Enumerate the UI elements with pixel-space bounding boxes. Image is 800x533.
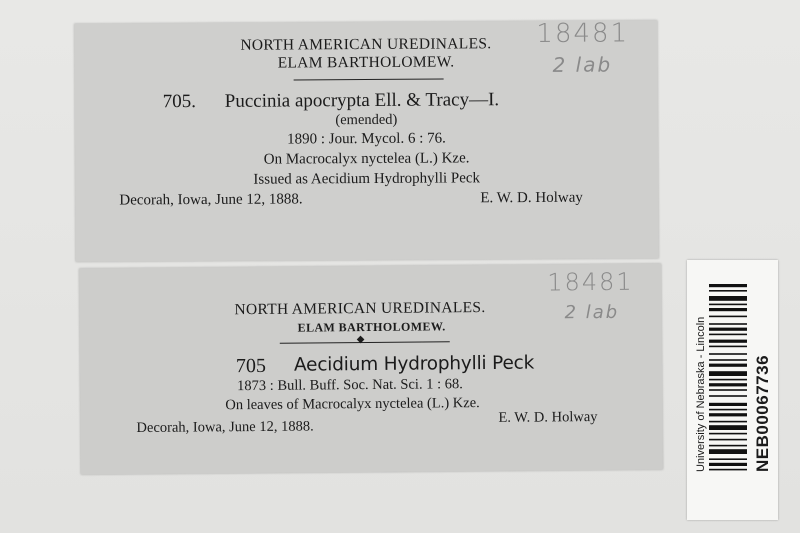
header-rule (294, 79, 444, 81)
barcode-bar (709, 284, 747, 287)
collector-name: E. W. D. Holway (480, 189, 583, 207)
citation: 1873 : Bull. Buff. Soc. Nat. Sci. 1 : 68. (237, 376, 463, 395)
barcode-bar (709, 340, 747, 343)
barcode-bar (709, 439, 747, 441)
label-header-title: NORTH AMERICAN UREDINALES. (240, 35, 492, 54)
barcode-bar (709, 346, 747, 348)
barcode-bar (709, 433, 747, 435)
barcode-bar (709, 353, 747, 355)
species-name: Puccinia apocrypta Ell. & Tracy—I. (224, 89, 500, 112)
emended-note: (emended) (335, 111, 398, 129)
barcode-bar (709, 425, 747, 430)
lower-specimen-label (79, 263, 663, 474)
label-header-title: NORTH AMERICAN UREDINALES. (234, 298, 486, 319)
barcode-bar (709, 413, 747, 416)
barcode-bar (709, 409, 747, 411)
upper-specimen-label (74, 20, 658, 262)
handwritten-note: 2 lab (564, 301, 620, 324)
handwritten-accession-number: 18481 (536, 18, 630, 49)
species-name: Aecidium Hydrophylli Peck (293, 352, 535, 376)
barcode-bar (709, 364, 747, 367)
citation: 1890 : Jour. Mycol. 6 : 76. (287, 130, 446, 148)
barcode-bar (709, 371, 747, 376)
barcode-bar (709, 308, 747, 311)
barcode-bar (709, 421, 747, 423)
diamond-ornament: ◆ (356, 334, 365, 346)
catalog-number: NEB00067736 (753, 354, 772, 472)
host-line: On leaves of Macrocalyx nyctelea (L.) Kze. (225, 395, 480, 414)
handwritten-accession-number: 18481 (547, 267, 634, 297)
barcode-bar (709, 458, 747, 460)
barcode-bar (709, 304, 747, 306)
barcode-bar (709, 403, 747, 406)
barcode-bar (709, 389, 747, 391)
barcode-bar (709, 290, 747, 292)
specimen-number: 705. (162, 91, 197, 113)
barcode-card (687, 260, 778, 520)
barcode-bar (709, 328, 747, 331)
host-line: On Macrocalyx nyctelea (L.) Kze. (263, 150, 470, 168)
barcode-bar (709, 469, 747, 471)
barcode-bar (709, 463, 747, 466)
barcode (709, 284, 747, 498)
institution-name: University of Nebraska - Lincoln (695, 316, 707, 472)
barcode-bar (709, 296, 747, 301)
label-header-author: ELAM BARTHOLOMEW. (277, 53, 455, 72)
locality-date: Decorah, Iowa, June 12, 1888. (119, 191, 303, 209)
barcode-bar (709, 379, 747, 381)
barcode-bar (709, 316, 747, 318)
locality-date: Decorah, Iowa, June 12, 1888. (136, 418, 314, 437)
issued-as-line: Issued as Aecidium Hydrophylli Peck (253, 170, 481, 188)
barcode-bar (709, 383, 747, 386)
barcode-bar (709, 323, 747, 325)
collector-name: E. W. D. Holway (498, 409, 598, 426)
specimen-number: 705 (235, 354, 267, 378)
barcode-bar (709, 359, 747, 361)
barcode-bar (709, 334, 747, 336)
barcode-bar (709, 445, 747, 447)
handwritten-note: 2 lab (552, 52, 613, 77)
barcode-bar (709, 449, 747, 454)
barcode-bar (709, 395, 747, 397)
label-header-author: ELAM BARTHOLOMEW. (297, 319, 446, 335)
